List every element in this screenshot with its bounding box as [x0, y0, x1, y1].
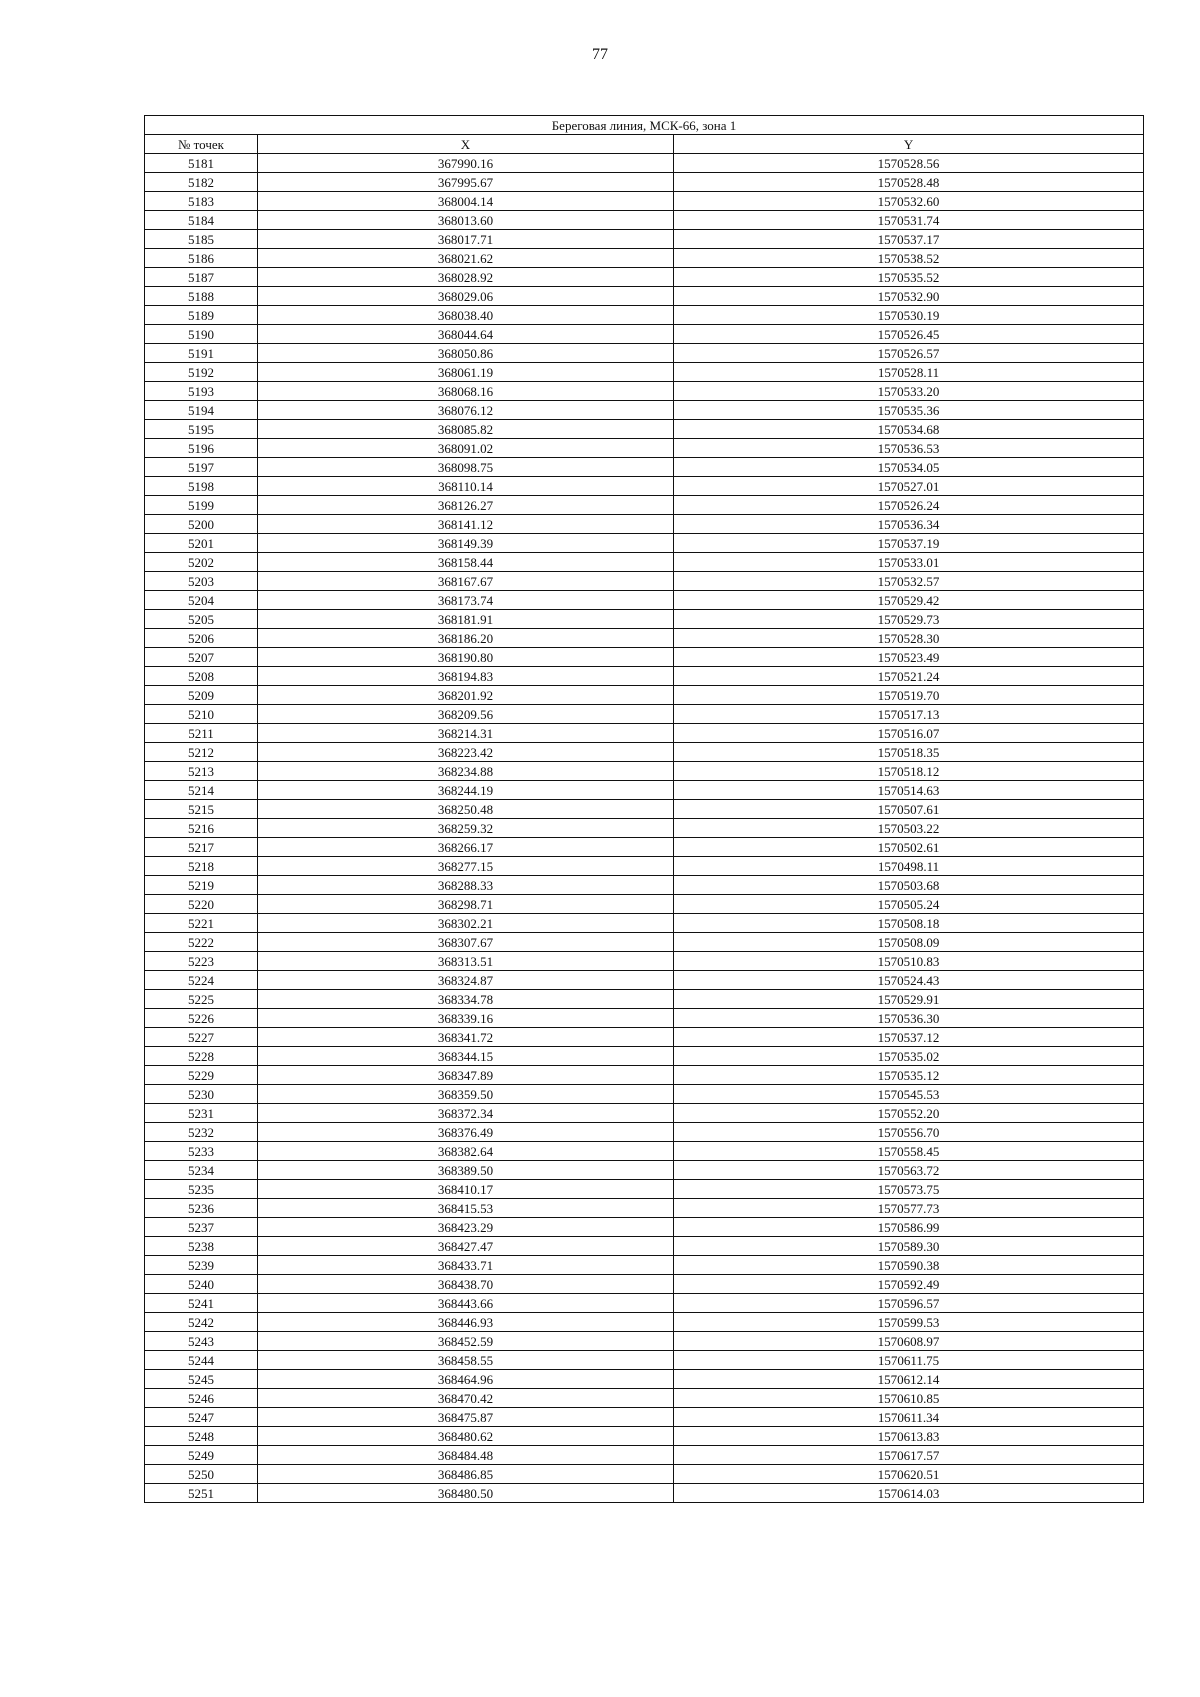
- y-cell: 1570535.12: [674, 1066, 1144, 1085]
- table-header-row: [145, 135, 1144, 154]
- point-number-cell: 5228: [145, 1047, 258, 1066]
- point-number-cell: 5182: [145, 173, 258, 192]
- point-number-cell: 5251: [145, 1484, 258, 1503]
- y-cell: 1570558.45: [674, 1142, 1144, 1161]
- point-number-cell: 5214: [145, 781, 258, 800]
- y-cell: 1570599.53: [674, 1313, 1144, 1332]
- x-cell: 368376.49: [258, 1123, 674, 1142]
- table-row: [145, 363, 1144, 382]
- point-number-cell: 5193: [145, 382, 258, 401]
- x-cell: 368458.55: [258, 1351, 674, 1370]
- point-number-cell: 5220: [145, 895, 258, 914]
- point-number-cell: 5217: [145, 838, 258, 857]
- y-cell: 1570536.53: [674, 439, 1144, 458]
- x-cell: 368341.72: [258, 1028, 674, 1047]
- y-cell: 1570613.83: [674, 1427, 1144, 1446]
- y-cell: 1570533.01: [674, 553, 1144, 572]
- point-number-cell: 5249: [145, 1446, 258, 1465]
- x-cell: 368302.21: [258, 914, 674, 933]
- table-row: [145, 686, 1144, 705]
- point-number-cell: 5210: [145, 705, 258, 724]
- x-cell: 368038.40: [258, 306, 674, 325]
- point-number-cell: 5202: [145, 553, 258, 572]
- x-cell: 368446.93: [258, 1313, 674, 1332]
- x-cell: 368050.86: [258, 344, 674, 363]
- table-row: [145, 553, 1144, 572]
- point-number-cell: 5244: [145, 1351, 258, 1370]
- x-cell: 368158.44: [258, 553, 674, 572]
- table-row: [145, 515, 1144, 534]
- table-row: [145, 648, 1144, 667]
- x-cell: 368214.31: [258, 724, 674, 743]
- x-cell: 368201.92: [258, 686, 674, 705]
- point-number-cell: 5184: [145, 211, 258, 230]
- table-row: [145, 458, 1144, 477]
- y-cell: 1570528.56: [674, 154, 1144, 173]
- y-cell: 1570505.24: [674, 895, 1144, 914]
- table-row: [145, 990, 1144, 1009]
- point-number-cell: 5188: [145, 287, 258, 306]
- y-cell: 1570528.11: [674, 363, 1144, 382]
- x-cell: 368181.91: [258, 610, 674, 629]
- table-row: [145, 705, 1144, 724]
- table-row: [145, 1389, 1144, 1408]
- x-cell: 368028.92: [258, 268, 674, 287]
- point-number-cell: 5229: [145, 1066, 258, 1085]
- y-cell: 1570508.09: [674, 933, 1144, 952]
- point-number-cell: 5198: [145, 477, 258, 496]
- x-cell: 368098.75: [258, 458, 674, 477]
- y-cell: 1570611.34: [674, 1408, 1144, 1427]
- y-cell: 1570617.57: [674, 1446, 1144, 1465]
- table-row: [145, 1028, 1144, 1047]
- y-cell: 1570529.73: [674, 610, 1144, 629]
- x-cell: 368298.71: [258, 895, 674, 914]
- point-number-cell: 5209: [145, 686, 258, 705]
- point-number-cell: 5235: [145, 1180, 258, 1199]
- table-row: [145, 1085, 1144, 1104]
- table-row: [145, 173, 1144, 192]
- x-cell: 368480.62: [258, 1427, 674, 1446]
- table-row: [145, 1237, 1144, 1256]
- y-cell: 1570586.99: [674, 1218, 1144, 1237]
- table-row: [145, 1313, 1144, 1332]
- x-cell: 368250.48: [258, 800, 674, 819]
- table-row: [145, 439, 1144, 458]
- point-number-cell: 5199: [145, 496, 258, 515]
- x-cell: 368029.06: [258, 287, 674, 306]
- x-cell: 367995.67: [258, 173, 674, 192]
- y-cell: 1570528.30: [674, 629, 1144, 648]
- point-number-cell: 5218: [145, 857, 258, 876]
- table-row: [145, 1465, 1144, 1484]
- point-number-cell: 5224: [145, 971, 258, 990]
- point-number-cell: 5247: [145, 1408, 258, 1427]
- y-cell: 1570503.22: [674, 819, 1144, 838]
- point-number-cell: 5237: [145, 1218, 258, 1237]
- point-number-cell: 5250: [145, 1465, 258, 1484]
- y-cell: 1570533.20: [674, 382, 1144, 401]
- point-number-cell: 5195: [145, 420, 258, 439]
- point-number-cell: 5186: [145, 249, 258, 268]
- x-cell: 368190.80: [258, 648, 674, 667]
- y-cell: 1570531.74: [674, 211, 1144, 230]
- x-cell: 368266.17: [258, 838, 674, 857]
- x-cell: 368423.29: [258, 1218, 674, 1237]
- x-cell: 368068.16: [258, 382, 674, 401]
- table-row: [145, 876, 1144, 895]
- x-cell: 368209.56: [258, 705, 674, 724]
- point-number-cell: 5207: [145, 648, 258, 667]
- x-cell: 368307.67: [258, 933, 674, 952]
- table-row: [145, 1180, 1144, 1199]
- point-number-cell: 5183: [145, 192, 258, 211]
- header-x: X: [258, 135, 674, 154]
- y-cell: 1570508.18: [674, 914, 1144, 933]
- x-cell: 368277.15: [258, 857, 674, 876]
- x-cell: 368244.19: [258, 781, 674, 800]
- y-cell: 1570526.45: [674, 325, 1144, 344]
- table-row: [145, 762, 1144, 781]
- point-number-cell: 5242: [145, 1313, 258, 1332]
- point-number-cell: 5230: [145, 1085, 258, 1104]
- x-cell: 368382.64: [258, 1142, 674, 1161]
- x-cell: 368091.02: [258, 439, 674, 458]
- point-number-cell: 5204: [145, 591, 258, 610]
- table-row: [145, 1142, 1144, 1161]
- point-number-cell: 5240: [145, 1275, 258, 1294]
- table-row: [145, 1218, 1144, 1237]
- point-number-cell: 5185: [145, 230, 258, 249]
- x-cell: 368021.62: [258, 249, 674, 268]
- y-cell: 1570518.35: [674, 743, 1144, 762]
- x-cell: 368443.66: [258, 1294, 674, 1313]
- table-row: [145, 1446, 1144, 1465]
- table-row: [145, 192, 1144, 211]
- x-cell: 368339.16: [258, 1009, 674, 1028]
- point-number-cell: 5223: [145, 952, 258, 971]
- table-row: [145, 1408, 1144, 1427]
- x-cell: 367990.16: [258, 154, 674, 173]
- point-number-cell: 5243: [145, 1332, 258, 1351]
- point-number-cell: 5225: [145, 990, 258, 1009]
- x-cell: 368344.15: [258, 1047, 674, 1066]
- y-cell: 1570590.38: [674, 1256, 1144, 1275]
- x-cell: 368044.64: [258, 325, 674, 344]
- y-cell: 1570537.12: [674, 1028, 1144, 1047]
- y-cell: 1570589.30: [674, 1237, 1144, 1256]
- y-cell: 1570507.61: [674, 800, 1144, 819]
- point-number-cell: 5245: [145, 1370, 258, 1389]
- y-cell: 1570517.13: [674, 705, 1144, 724]
- table-title: Береговая линия, МСК-66, зона 1: [145, 116, 1144, 135]
- y-cell: 1570577.73: [674, 1199, 1144, 1218]
- point-number-cell: 5206: [145, 629, 258, 648]
- x-cell: 368223.42: [258, 743, 674, 762]
- y-cell: 1570523.49: [674, 648, 1144, 667]
- y-cell: 1570611.75: [674, 1351, 1144, 1370]
- x-cell: 368126.27: [258, 496, 674, 515]
- table-row: [145, 382, 1144, 401]
- x-cell: 368004.14: [258, 192, 674, 211]
- table-row: [145, 534, 1144, 553]
- x-cell: 368475.87: [258, 1408, 674, 1427]
- y-cell: 1570596.57: [674, 1294, 1144, 1313]
- point-number-cell: 5227: [145, 1028, 258, 1047]
- table-row: [145, 1161, 1144, 1180]
- x-cell: 368234.88: [258, 762, 674, 781]
- table-row: [145, 971, 1144, 990]
- y-cell: 1570535.36: [674, 401, 1144, 420]
- x-cell: 368173.74: [258, 591, 674, 610]
- x-cell: 368486.85: [258, 1465, 674, 1484]
- x-cell: 368438.70: [258, 1275, 674, 1294]
- y-cell: 1570534.05: [674, 458, 1144, 477]
- x-cell: 368484.48: [258, 1446, 674, 1465]
- y-cell: 1570556.70: [674, 1123, 1144, 1142]
- table-title-row: [145, 116, 1144, 135]
- table-row: [145, 306, 1144, 325]
- point-number-cell: 5234: [145, 1161, 258, 1180]
- point-number-cell: 5197: [145, 458, 258, 477]
- x-cell: 368347.89: [258, 1066, 674, 1085]
- y-cell: 1570614.03: [674, 1484, 1144, 1503]
- point-number-cell: 5187: [145, 268, 258, 287]
- point-number-cell: 5236: [145, 1199, 258, 1218]
- point-number-cell: 5231: [145, 1104, 258, 1123]
- x-cell: 368334.78: [258, 990, 674, 1009]
- x-cell: 368415.53: [258, 1199, 674, 1218]
- y-cell: 1570502.61: [674, 838, 1144, 857]
- point-number-cell: 5221: [145, 914, 258, 933]
- table-row: [145, 249, 1144, 268]
- point-number-cell: 5248: [145, 1427, 258, 1446]
- y-cell: 1570536.30: [674, 1009, 1144, 1028]
- header-point-number: № точек: [145, 135, 258, 154]
- coordinates-table: [144, 115, 1144, 1503]
- y-cell: 1570610.85: [674, 1389, 1144, 1408]
- x-cell: 368259.32: [258, 819, 674, 838]
- table-row: [145, 344, 1144, 363]
- y-cell: 1570537.17: [674, 230, 1144, 249]
- table-row: [145, 1351, 1144, 1370]
- point-number-cell: 5181: [145, 154, 258, 173]
- table-row: [145, 572, 1144, 591]
- y-cell: 1570516.07: [674, 724, 1144, 743]
- y-cell: 1570535.02: [674, 1047, 1144, 1066]
- y-cell: 1570524.43: [674, 971, 1144, 990]
- y-cell: 1570529.42: [674, 591, 1144, 610]
- x-cell: 368110.14: [258, 477, 674, 496]
- point-number-cell: 5192: [145, 363, 258, 382]
- y-cell: 1570536.34: [674, 515, 1144, 534]
- point-number-cell: 5205: [145, 610, 258, 629]
- header-y: Y: [674, 135, 1144, 154]
- table-row: [145, 496, 1144, 515]
- table-row: [145, 154, 1144, 173]
- point-number-cell: 5211: [145, 724, 258, 743]
- y-cell: 1570535.52: [674, 268, 1144, 287]
- y-cell: 1570529.91: [674, 990, 1144, 1009]
- table-row: [145, 1332, 1144, 1351]
- x-cell: 368141.12: [258, 515, 674, 534]
- table-row: [145, 1104, 1144, 1123]
- table-row: [145, 211, 1144, 230]
- point-number-cell: 5212: [145, 743, 258, 762]
- table-row: [145, 610, 1144, 629]
- point-number-cell: 5203: [145, 572, 258, 591]
- table-row: [145, 1256, 1144, 1275]
- y-cell: 1570532.90: [674, 287, 1144, 306]
- table-row: [145, 1047, 1144, 1066]
- page-number: 77: [592, 46, 608, 63]
- point-number-cell: 5189: [145, 306, 258, 325]
- table-row: [145, 1275, 1144, 1294]
- table-row: [145, 838, 1144, 857]
- point-number-cell: 5194: [145, 401, 258, 420]
- table-row: [145, 914, 1144, 933]
- point-number-cell: 5208: [145, 667, 258, 686]
- y-cell: 1570552.20: [674, 1104, 1144, 1123]
- point-number-cell: 5213: [145, 762, 258, 781]
- point-number-cell: 5226: [145, 1009, 258, 1028]
- table-row: [145, 1199, 1144, 1218]
- y-cell: 1570498.11: [674, 857, 1144, 876]
- table-row: [145, 895, 1144, 914]
- x-cell: 368313.51: [258, 952, 674, 971]
- x-cell: 368324.87: [258, 971, 674, 990]
- point-number-cell: 5196: [145, 439, 258, 458]
- y-cell: 1570563.72: [674, 1161, 1144, 1180]
- x-cell: 368076.12: [258, 401, 674, 420]
- y-cell: 1570514.63: [674, 781, 1144, 800]
- table-row: [145, 287, 1144, 306]
- x-cell: 368167.67: [258, 572, 674, 591]
- point-number-cell: 5215: [145, 800, 258, 819]
- x-cell: 368470.42: [258, 1389, 674, 1408]
- table-row: [145, 629, 1144, 648]
- y-cell: 1570510.83: [674, 952, 1144, 971]
- table-row: [145, 591, 1144, 610]
- table-row: [145, 230, 1144, 249]
- x-cell: 368288.33: [258, 876, 674, 895]
- table-row: [145, 420, 1144, 439]
- x-cell: 368149.39: [258, 534, 674, 553]
- table-row: [145, 724, 1144, 743]
- x-cell: 368186.20: [258, 629, 674, 648]
- point-number-cell: 5232: [145, 1123, 258, 1142]
- y-cell: 1570608.97: [674, 1332, 1144, 1351]
- x-cell: 368433.71: [258, 1256, 674, 1275]
- y-cell: 1570532.60: [674, 192, 1144, 211]
- table-row: [145, 1370, 1144, 1389]
- table-row: [145, 667, 1144, 686]
- x-cell: 368017.71: [258, 230, 674, 249]
- x-cell: 368389.50: [258, 1161, 674, 1180]
- x-cell: 368452.59: [258, 1332, 674, 1351]
- point-number-cell: 5238: [145, 1237, 258, 1256]
- x-cell: 368427.47: [258, 1237, 674, 1256]
- x-cell: 368013.60: [258, 211, 674, 230]
- point-number-cell: 5190: [145, 325, 258, 344]
- point-number-cell: 5200: [145, 515, 258, 534]
- table-row: [145, 781, 1144, 800]
- x-cell: 368061.19: [258, 363, 674, 382]
- point-number-cell: 5216: [145, 819, 258, 838]
- y-cell: 1570528.48: [674, 173, 1144, 192]
- table-row: [145, 933, 1144, 952]
- table-row: [145, 800, 1144, 819]
- y-cell: 1570538.52: [674, 249, 1144, 268]
- x-cell: 368410.17: [258, 1180, 674, 1199]
- y-cell: 1570521.24: [674, 667, 1144, 686]
- table-row: [145, 1123, 1144, 1142]
- table-row: [145, 1066, 1144, 1085]
- x-cell: 368480.50: [258, 1484, 674, 1503]
- table-row: [145, 268, 1144, 287]
- y-cell: 1570519.70: [674, 686, 1144, 705]
- table-row: [145, 477, 1144, 496]
- y-cell: 1570592.49: [674, 1275, 1144, 1294]
- y-cell: 1570534.68: [674, 420, 1144, 439]
- table-body: [145, 154, 1144, 1503]
- table-row: [145, 819, 1144, 838]
- y-cell: 1570530.19: [674, 306, 1144, 325]
- table-row: [145, 1484, 1144, 1503]
- y-cell: 1570532.57: [674, 572, 1144, 591]
- table-row: [145, 1009, 1144, 1028]
- x-cell: 368359.50: [258, 1085, 674, 1104]
- x-cell: 368194.83: [258, 667, 674, 686]
- table-row: [145, 952, 1144, 971]
- table-row: [145, 325, 1144, 344]
- point-number-cell: 5222: [145, 933, 258, 952]
- point-number-cell: 5191: [145, 344, 258, 363]
- x-cell: 368464.96: [258, 1370, 674, 1389]
- y-cell: 1570518.12: [674, 762, 1144, 781]
- y-cell: 1570526.57: [674, 344, 1144, 363]
- table-row: [145, 743, 1144, 762]
- y-cell: 1570620.51: [674, 1465, 1144, 1484]
- point-number-cell: 5241: [145, 1294, 258, 1313]
- y-cell: 1570537.19: [674, 534, 1144, 553]
- table-row: [145, 1427, 1144, 1446]
- point-number-cell: 5233: [145, 1142, 258, 1161]
- table-row: [145, 857, 1144, 876]
- x-cell: 368372.34: [258, 1104, 674, 1123]
- table-row: [145, 401, 1144, 420]
- y-cell: 1570527.01: [674, 477, 1144, 496]
- x-cell: 368085.82: [258, 420, 674, 439]
- y-cell: 1570573.75: [674, 1180, 1144, 1199]
- point-number-cell: 5201: [145, 534, 258, 553]
- y-cell: 1570526.24: [674, 496, 1144, 515]
- y-cell: 1570612.14: [674, 1370, 1144, 1389]
- point-number-cell: 5239: [145, 1256, 258, 1275]
- point-number-cell: 5246: [145, 1389, 258, 1408]
- y-cell: 1570545.53: [674, 1085, 1144, 1104]
- point-number-cell: 5219: [145, 876, 258, 895]
- y-cell: 1570503.68: [674, 876, 1144, 895]
- table-row: [145, 1294, 1144, 1313]
